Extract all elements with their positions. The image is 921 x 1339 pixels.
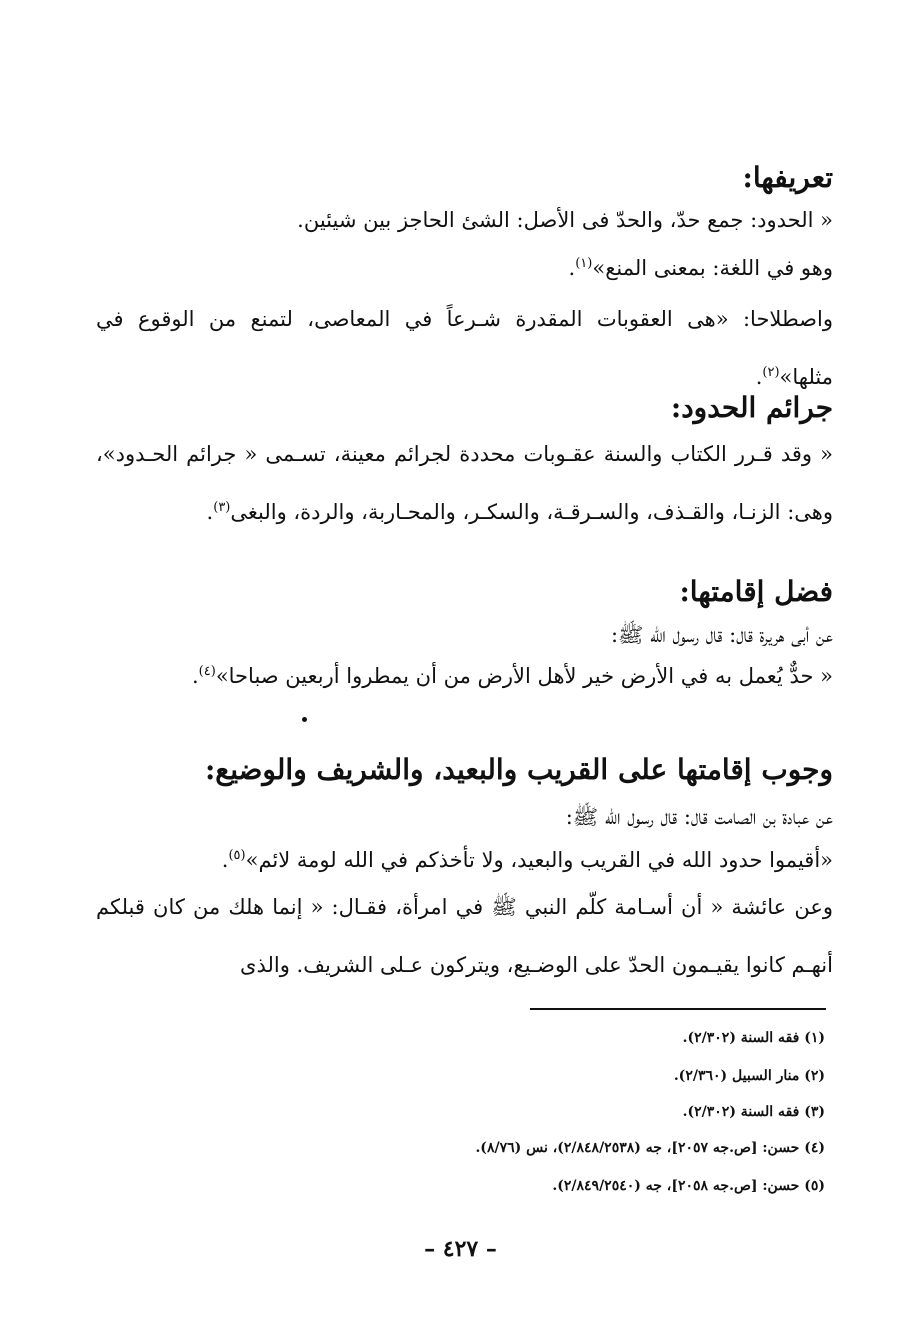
heading-tarif: تعريفها: <box>742 161 833 194</box>
fadl-line-2-end: . <box>191 664 199 688</box>
tarif-line-1: « الحدود: جمع حدّ، والحدّ فى الأصل: الشئ الحاجز بين شيئين. <box>297 208 833 232</box>
tarif-paragraph-text: واصطلاحا: «هى العقوبات المقدرة شـرعاً في المعاصى، لتمنع من الوقوع في مثلها» <box>96 307 833 389</box>
wujub-line-2 <box>96 848 833 872</box>
footnote-5: (٥) حسن: [ص.جه ٢٠٥٨]، جه (٢/٨٤٩/٢٥٤٠). <box>552 1178 825 1194</box>
wujub-line-2-text: «أقيموا حدود الله في القريب والبعيد، ولا تأخذكم في الله لومة لائم» <box>245 848 833 872</box>
jaraim-paragraph-text: « وقد قـرر الكتاب والسنة عقـوبات محددة لجرائم معينة، تسـمى « جرائم الحـدود»، وهى: الزنـا، والقـذف، والسـرقـة، والسكـر، والمحـاربة، والردة، والبغى <box>96 442 833 524</box>
footnote-ref-5: (٥) <box>228 848 246 863</box>
ornament-dot <box>302 717 307 722</box>
heading-wujub: وجوب إقامتها على القريب والبعيد، والشريف والوضيع: <box>204 753 833 786</box>
fadl-line-2-text: « حدٌّ يُعمل به في الأرض خير لأهل الأرض من أن يمطروا أربعين صباحا» <box>215 664 833 688</box>
tarif-paragraph-end: . <box>755 365 763 389</box>
footnote-ref-1: (١) <box>575 256 593 271</box>
page-number: – ٤٢٧ – <box>424 1236 497 1262</box>
wujub-paragraph: وعن عائشة « أن أسـامة كلّم النبي ﷺ في امرأة، فقـال: « إنما هلك من كان قبلكم أنهـم كانوا يقيـمون الحدّ على الوضـيع، ويتركون عـلى الشريف. والذى <box>96 895 833 977</box>
tarif-line-2-end: . <box>568 256 576 280</box>
tarif-line-2-text: وهو في اللغة: بمعنى المنع» <box>592 256 833 280</box>
fadl-line-2 <box>96 664 833 688</box>
fadl-line-1: عن أبى هريرة قال: قال رسول الله ﷺ: <box>610 623 833 647</box>
footnote-3: (٣) فقه السنة (٢/٣٠٢). <box>682 1104 825 1120</box>
footnote-ref-2: (٢) <box>762 365 780 380</box>
footnote-ref-3: (٣) <box>213 500 231 515</box>
footnote-2: (٢) منار السبيل (٢/٣٦٠). <box>673 1068 825 1084</box>
tarif-line-2 <box>96 256 833 280</box>
wujub-line-1: عن عبادة بن الصامت قال: قال رسول الله ﷺ: <box>565 805 833 829</box>
footnote-ref-4: (٤) <box>198 664 216 679</box>
footnote-1: (١) فقه السنة (٢/٣٠٢). <box>682 1030 825 1046</box>
footnote-separator <box>530 1008 826 1010</box>
heading-fadl: فضل إقامتها: <box>679 575 833 608</box>
jaraim-paragraph-end: . <box>206 500 214 524</box>
jaraim-paragraph <box>96 425 833 541</box>
footnote-4: (٤) حسن: [ص.جه ٢٠٥٧]، جه (٢/٨٤٨/٢٥٣٨)، نس (٨/٧٦). <box>475 1140 825 1156</box>
heading-jaraim: جرائم الحدود: <box>670 391 833 424</box>
wujub-line-2-end: . <box>221 848 229 872</box>
